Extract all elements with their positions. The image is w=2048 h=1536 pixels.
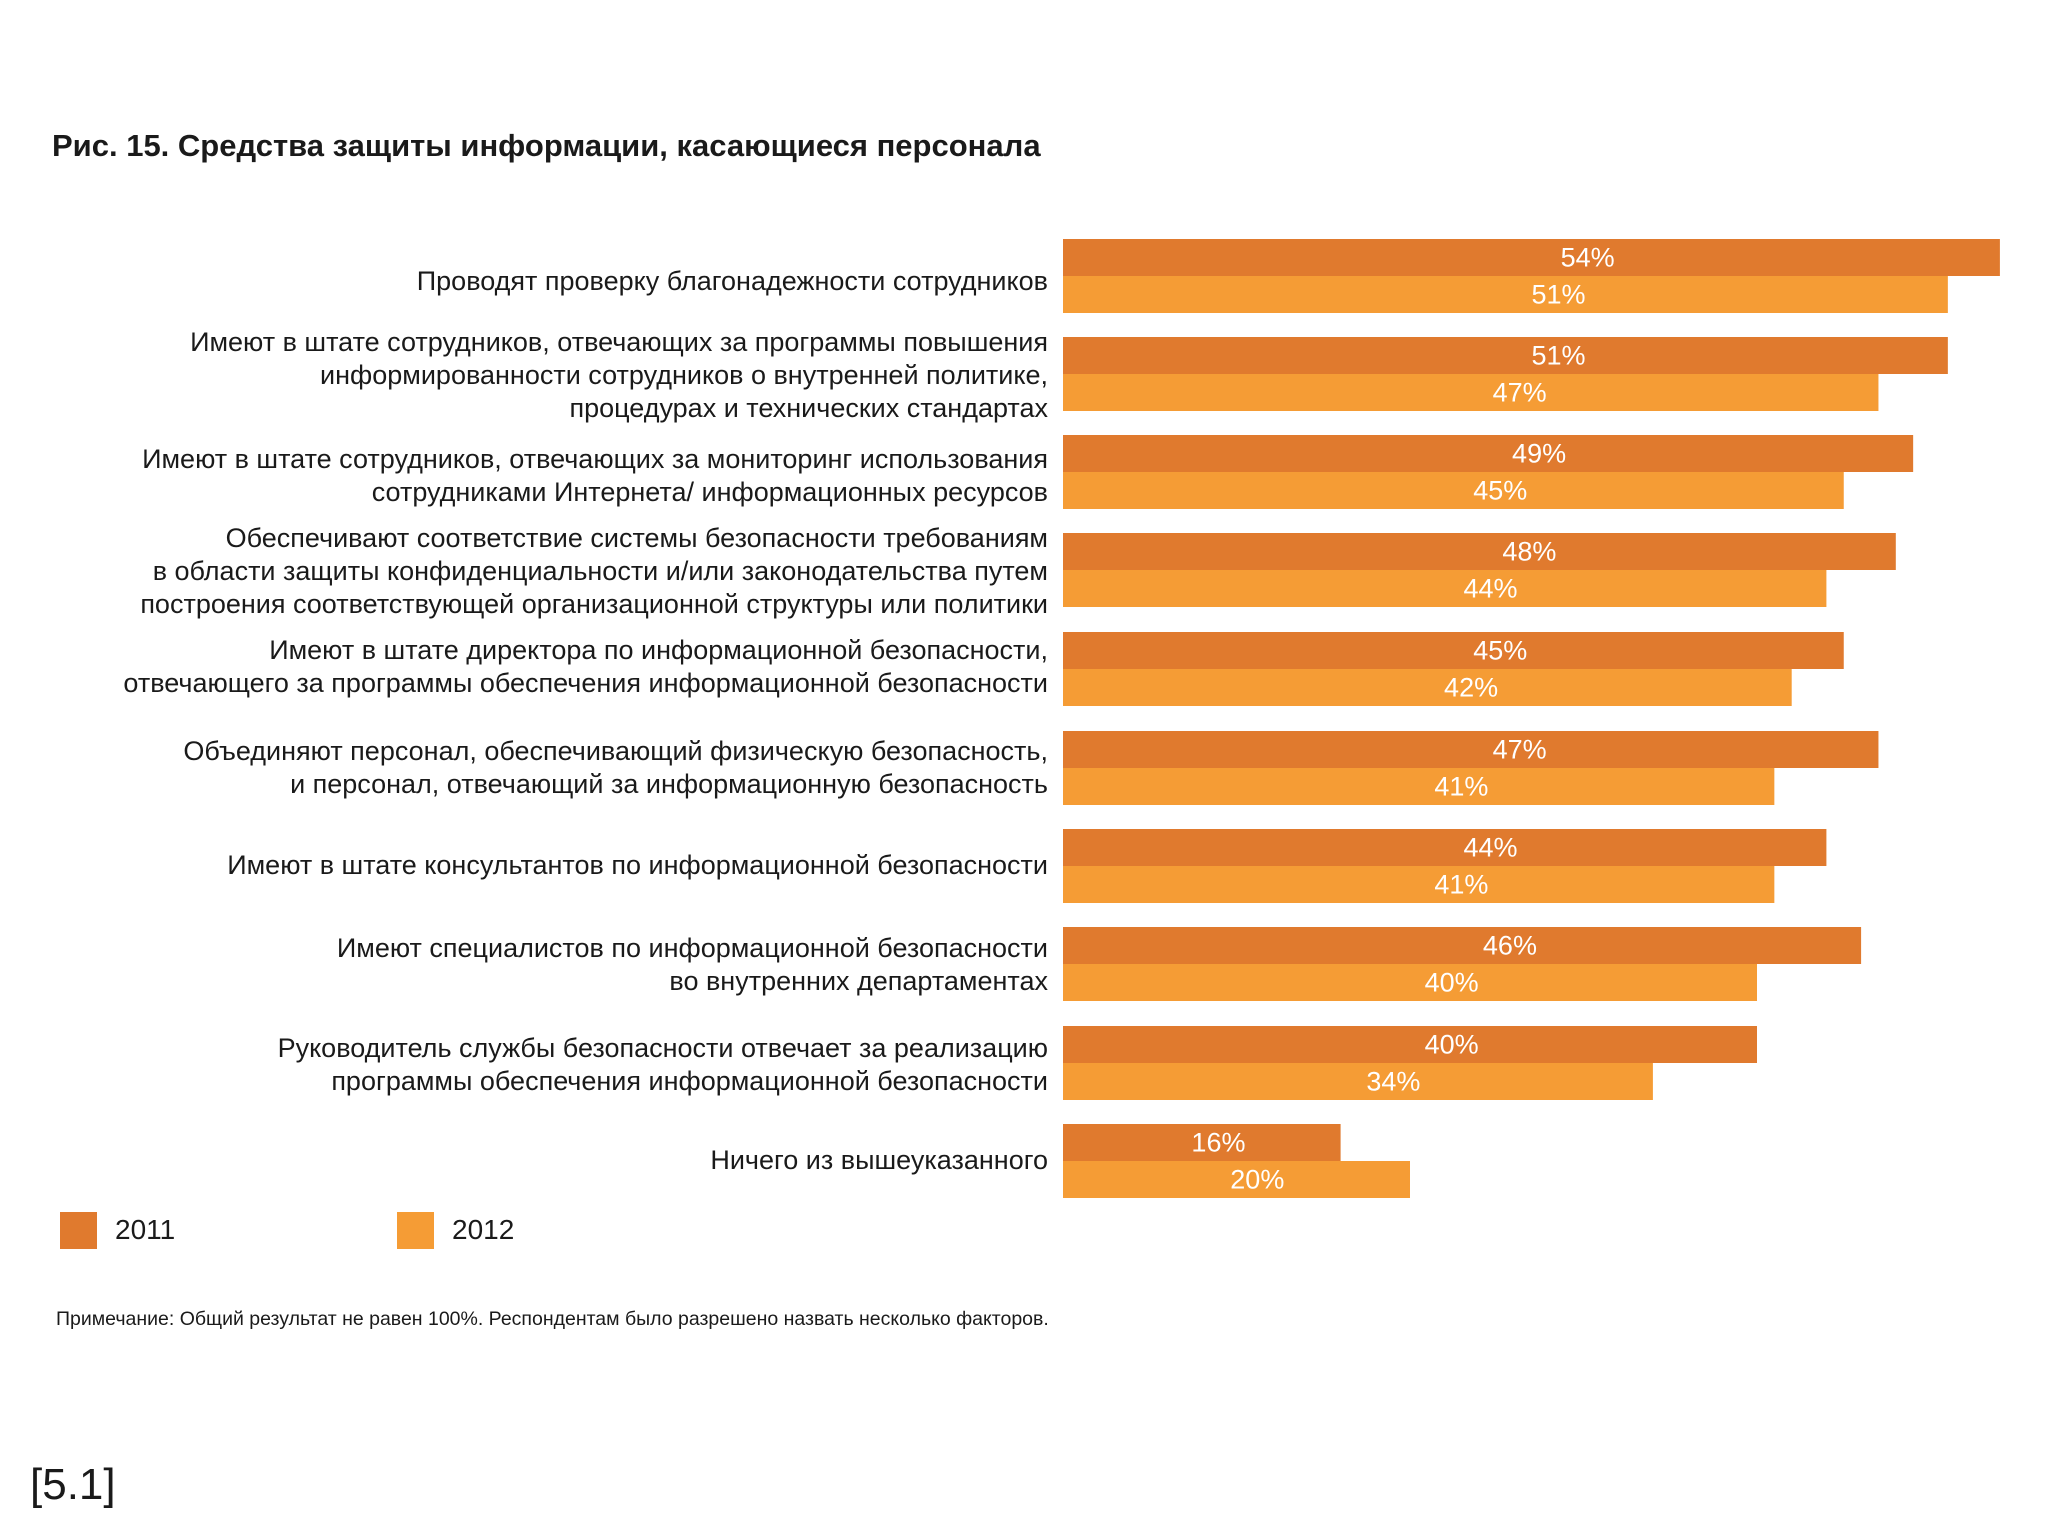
bar-2012 bbox=[1063, 276, 1948, 313]
bar-value-label: 47% bbox=[1492, 734, 1547, 765]
bar-value-label: 47% bbox=[1492, 377, 1547, 408]
bar-2011 bbox=[1063, 435, 1913, 472]
category-label: Имеют специалистов по информационной безопасности во внутренних департаментах bbox=[336, 933, 1048, 996]
bar-2012 bbox=[1063, 374, 1878, 411]
bar-2011 bbox=[1063, 632, 1844, 669]
bar-2011 bbox=[1063, 337, 1948, 374]
legend-swatch-2011 bbox=[60, 1212, 97, 1249]
bar-value-label: 51% bbox=[1531, 340, 1586, 371]
bar-value-label: 45% bbox=[1473, 475, 1528, 506]
category-label: Имеют в штате сотрудников, отвечающих за программы повышения информированности сотрудников о внутренней политике, процедурах и технических стандартах bbox=[190, 327, 1048, 423]
footnote: Примечание: Общий результат не равен 100%. Респондентам было разрешено назвать несколько факторов. bbox=[56, 1308, 1049, 1330]
category-label: Имеют в штате сотрудников, отвечающих за мониторинг использования сотрудниками Интернета/ информационных ресурсов bbox=[142, 444, 1048, 507]
bar-2012 bbox=[1063, 866, 1774, 903]
bar-value-label: 42% bbox=[1444, 672, 1499, 703]
bar-2011 bbox=[1063, 239, 2000, 276]
bar-value-label: 44% bbox=[1463, 573, 1518, 604]
bar-value-label: 34% bbox=[1366, 1066, 1421, 1097]
chart-title: Рис. 15. Средства защиты информации, касающиеся персонала bbox=[52, 128, 1041, 163]
bar-2011 bbox=[1063, 533, 1896, 570]
category-label: Обеспечивают соответствие системы безопасности требованиям в области защиты конфиденциальности и/или законодательства путем построения соответствующей организационной структуры или политики bbox=[140, 523, 1048, 619]
legend-label-2012: 2012 bbox=[452, 1214, 515, 1245]
category-label: Проводят проверку благонадежности сотрудников bbox=[416, 266, 1048, 296]
bar-2012 bbox=[1063, 570, 1826, 607]
category-label: Объединяют персонал, обеспечивающий физическую безопасность, и персонал, отвечающий за информационную безопасность bbox=[183, 736, 1048, 799]
bar-2011 bbox=[1063, 829, 1826, 866]
bar-value-label: 45% bbox=[1473, 635, 1528, 666]
category-label: Имеют в штате консультантов по информационной безопасности bbox=[227, 850, 1048, 880]
legend-item-2012 bbox=[397, 1212, 514, 1248]
bar-value-label: 16% bbox=[1191, 1127, 1246, 1158]
bar-value-label: 46% bbox=[1482, 930, 1537, 961]
bar-value-label: 54% bbox=[1560, 242, 1615, 273]
bar-value-label: 41% bbox=[1434, 869, 1489, 900]
category-label: Имеют в штате директора по информационной безопасности, отвечающего за программы обеспечения информационной безопасности bbox=[123, 635, 1048, 698]
reference-label: [5.1] bbox=[30, 1460, 116, 1509]
bar-2012 bbox=[1063, 768, 1774, 805]
bar-value-label: 49% bbox=[1512, 438, 1567, 469]
bar-value-label: 40% bbox=[1424, 967, 1479, 998]
bar-value-label: 41% bbox=[1434, 771, 1489, 802]
bar-value-label: 20% bbox=[1230, 1164, 1285, 1195]
bar-2012 bbox=[1063, 472, 1844, 509]
bar-value-label: 44% bbox=[1463, 832, 1518, 863]
legend-swatch-2012 bbox=[397, 1212, 434, 1249]
bar-value-label: 48% bbox=[1502, 536, 1557, 567]
bar-value-label: 40% bbox=[1424, 1029, 1479, 1060]
bar-2011 bbox=[1063, 927, 1861, 964]
bar-2012 bbox=[1063, 1063, 1653, 1100]
bar-2012 bbox=[1063, 669, 1792, 706]
bar-2011 bbox=[1063, 731, 1878, 768]
category-label: Руководитель службы безопасности отвечает за реализацию программы обеспечения информационной безопасности bbox=[277, 1033, 1048, 1096]
legend-item-2011 bbox=[60, 1212, 175, 1248]
bar-2012 bbox=[1063, 964, 1757, 1001]
bar-value-label: 51% bbox=[1531, 279, 1586, 310]
category-label: Ничего из вышеуказанного bbox=[710, 1145, 1048, 1175]
bar-2011 bbox=[1063, 1026, 1757, 1063]
legend-label-2011: 2011 bbox=[115, 1214, 176, 1245]
